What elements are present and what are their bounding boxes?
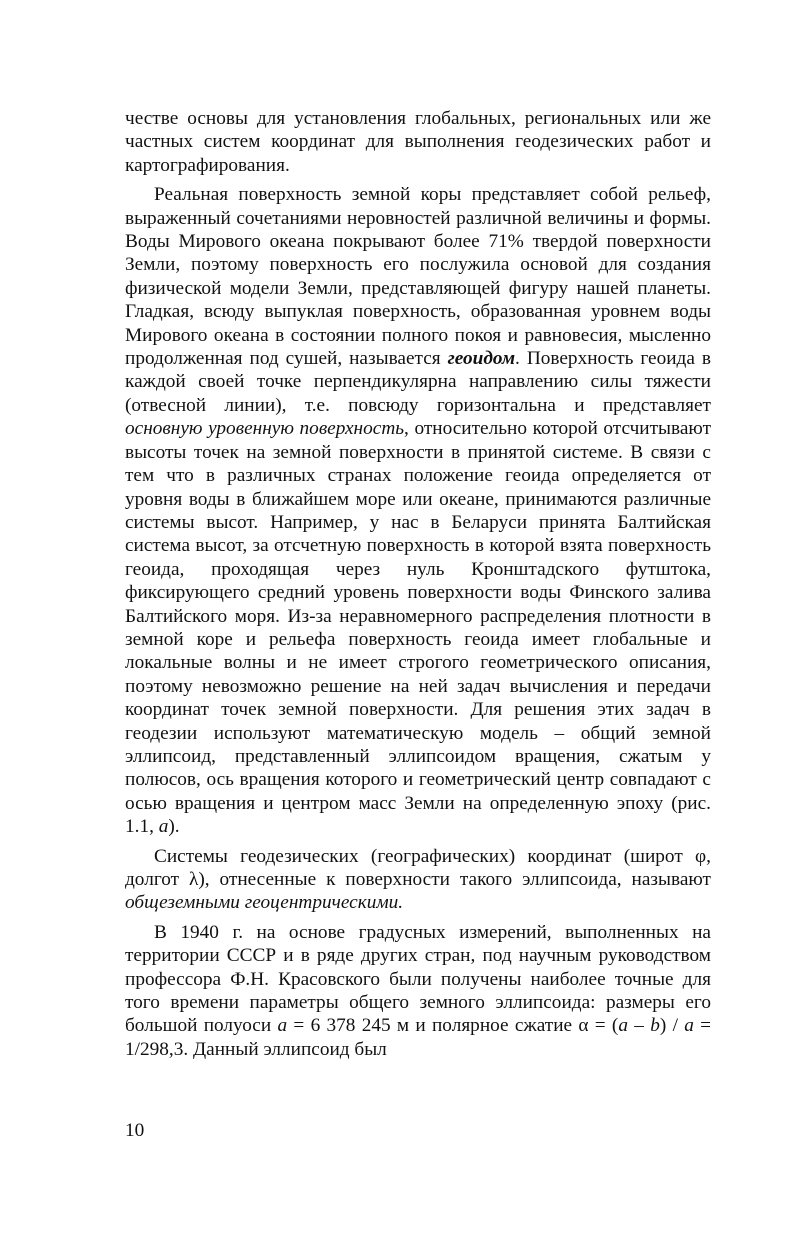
var-b: b: [650, 1015, 660, 1037]
term-geocentric: общеземными геоцентрическими.: [125, 892, 404, 914]
paragraph-1: [125, 107, 711, 177]
page-body: [125, 107, 711, 1061]
figure-ref-letter: а: [158, 816, 169, 838]
paragraph-3: [125, 845, 711, 915]
var-a: a: [684, 1015, 694, 1037]
term-level-surface: основную уровенную поверхность: [125, 418, 405, 440]
paragraph-2-part-c: , относительно которой отсчитывают высоты точек на земной поверхности в принятой системе. В связи с тем что в различных странах положение геоида определяется от уровня воды в ближайшем море или океане, принимаются различные системы высот. Например, у нас в Беларуси принята Балтийская система высот, за отсчетную поверхность в которой взята поверхность геоида, проходящая через нуль Кронштадского футштока, фиксирующего средний уровень поверхности воды Финского залива Балтийского моря. Из-за неравномерного распределения плотности в земной коре и рельефа поверхность геоида имеет глобальные и локальные волны и не имеет строгого геометрического описания, поэтому невозможно решение на ней задач вычисления и передачи координат точек земной поверхности. Для решения этих задач в геодезии используют математическую модель – общий земной эллипсоид, представленный эллипсоидом вращения, сжатым у полюсов, ось вращения которого и геометрический центр совпадают с осью вращения и центром масс Земли на определенную эпоху (рис. 1.1,: [125, 418, 711, 838]
paragraph-4-part-a: В 1940 г. на основе градусных измерений, выполненных на территории СССР и в ряде других стран, под научным руководством профессора Ф.Н. Красовского были получены наиболее точные для того времени параметры общего земного эллипсоида: размеры его большой полуоси: [125, 921, 711, 1037]
paragraph-4-part-d: ) /: [659, 1015, 685, 1037]
var-a: a: [618, 1015, 628, 1037]
paragraph-2-part-d: ).: [168, 816, 180, 838]
paragraph-4-part-e: = 1/298,3. Данный эллипсоид был: [125, 1015, 712, 1060]
paragraph-4-part-c: –: [628, 1015, 651, 1037]
paragraph-4: [125, 921, 711, 1061]
var-a: a: [277, 1015, 288, 1037]
paragraph-2: [125, 183, 711, 838]
paragraph-2-part-a: Реальная поверхность земной коры представляет собой рельеф, выраженный сочетаниями неровностей различной величины и формы. Воды Мирового океана покрывают более 71% твердой поверхности Земли, поэтому поверхность его послужила основой для создания физической модели Земли, представляющей фигуру нашей планеты. Гладкая, всюду выпуклая поверхность, образованная уровнем воды Мирового океана в состоянии полного покоя и равновесия, мысленно продолженная под сушей, называется: [125, 184, 711, 370]
term-geoid: геоидом: [447, 348, 516, 370]
paragraph-1-text: честве основы для установления глобальных, региональных или же частных систем координат для выполнения геодезических работ и картографирования.: [125, 108, 711, 176]
paragraph-2-part-b: . Поверхность геоида в каждой своей точке перпендикулярна направлению силы тяжести (отвесной линии), т.е. повсюду горизонтальна и представляет: [125, 348, 711, 416]
paragraph-4-part-b: = 6 378 245 м и полярное сжатие α = (: [287, 1015, 619, 1037]
page-number: 10: [125, 1120, 145, 1141]
paragraph-3-part-a: Системы геодезических (географических) координат (широт φ, долгот λ), отнесенные к поверхности такого эллипсоида, называют: [125, 845, 711, 890]
